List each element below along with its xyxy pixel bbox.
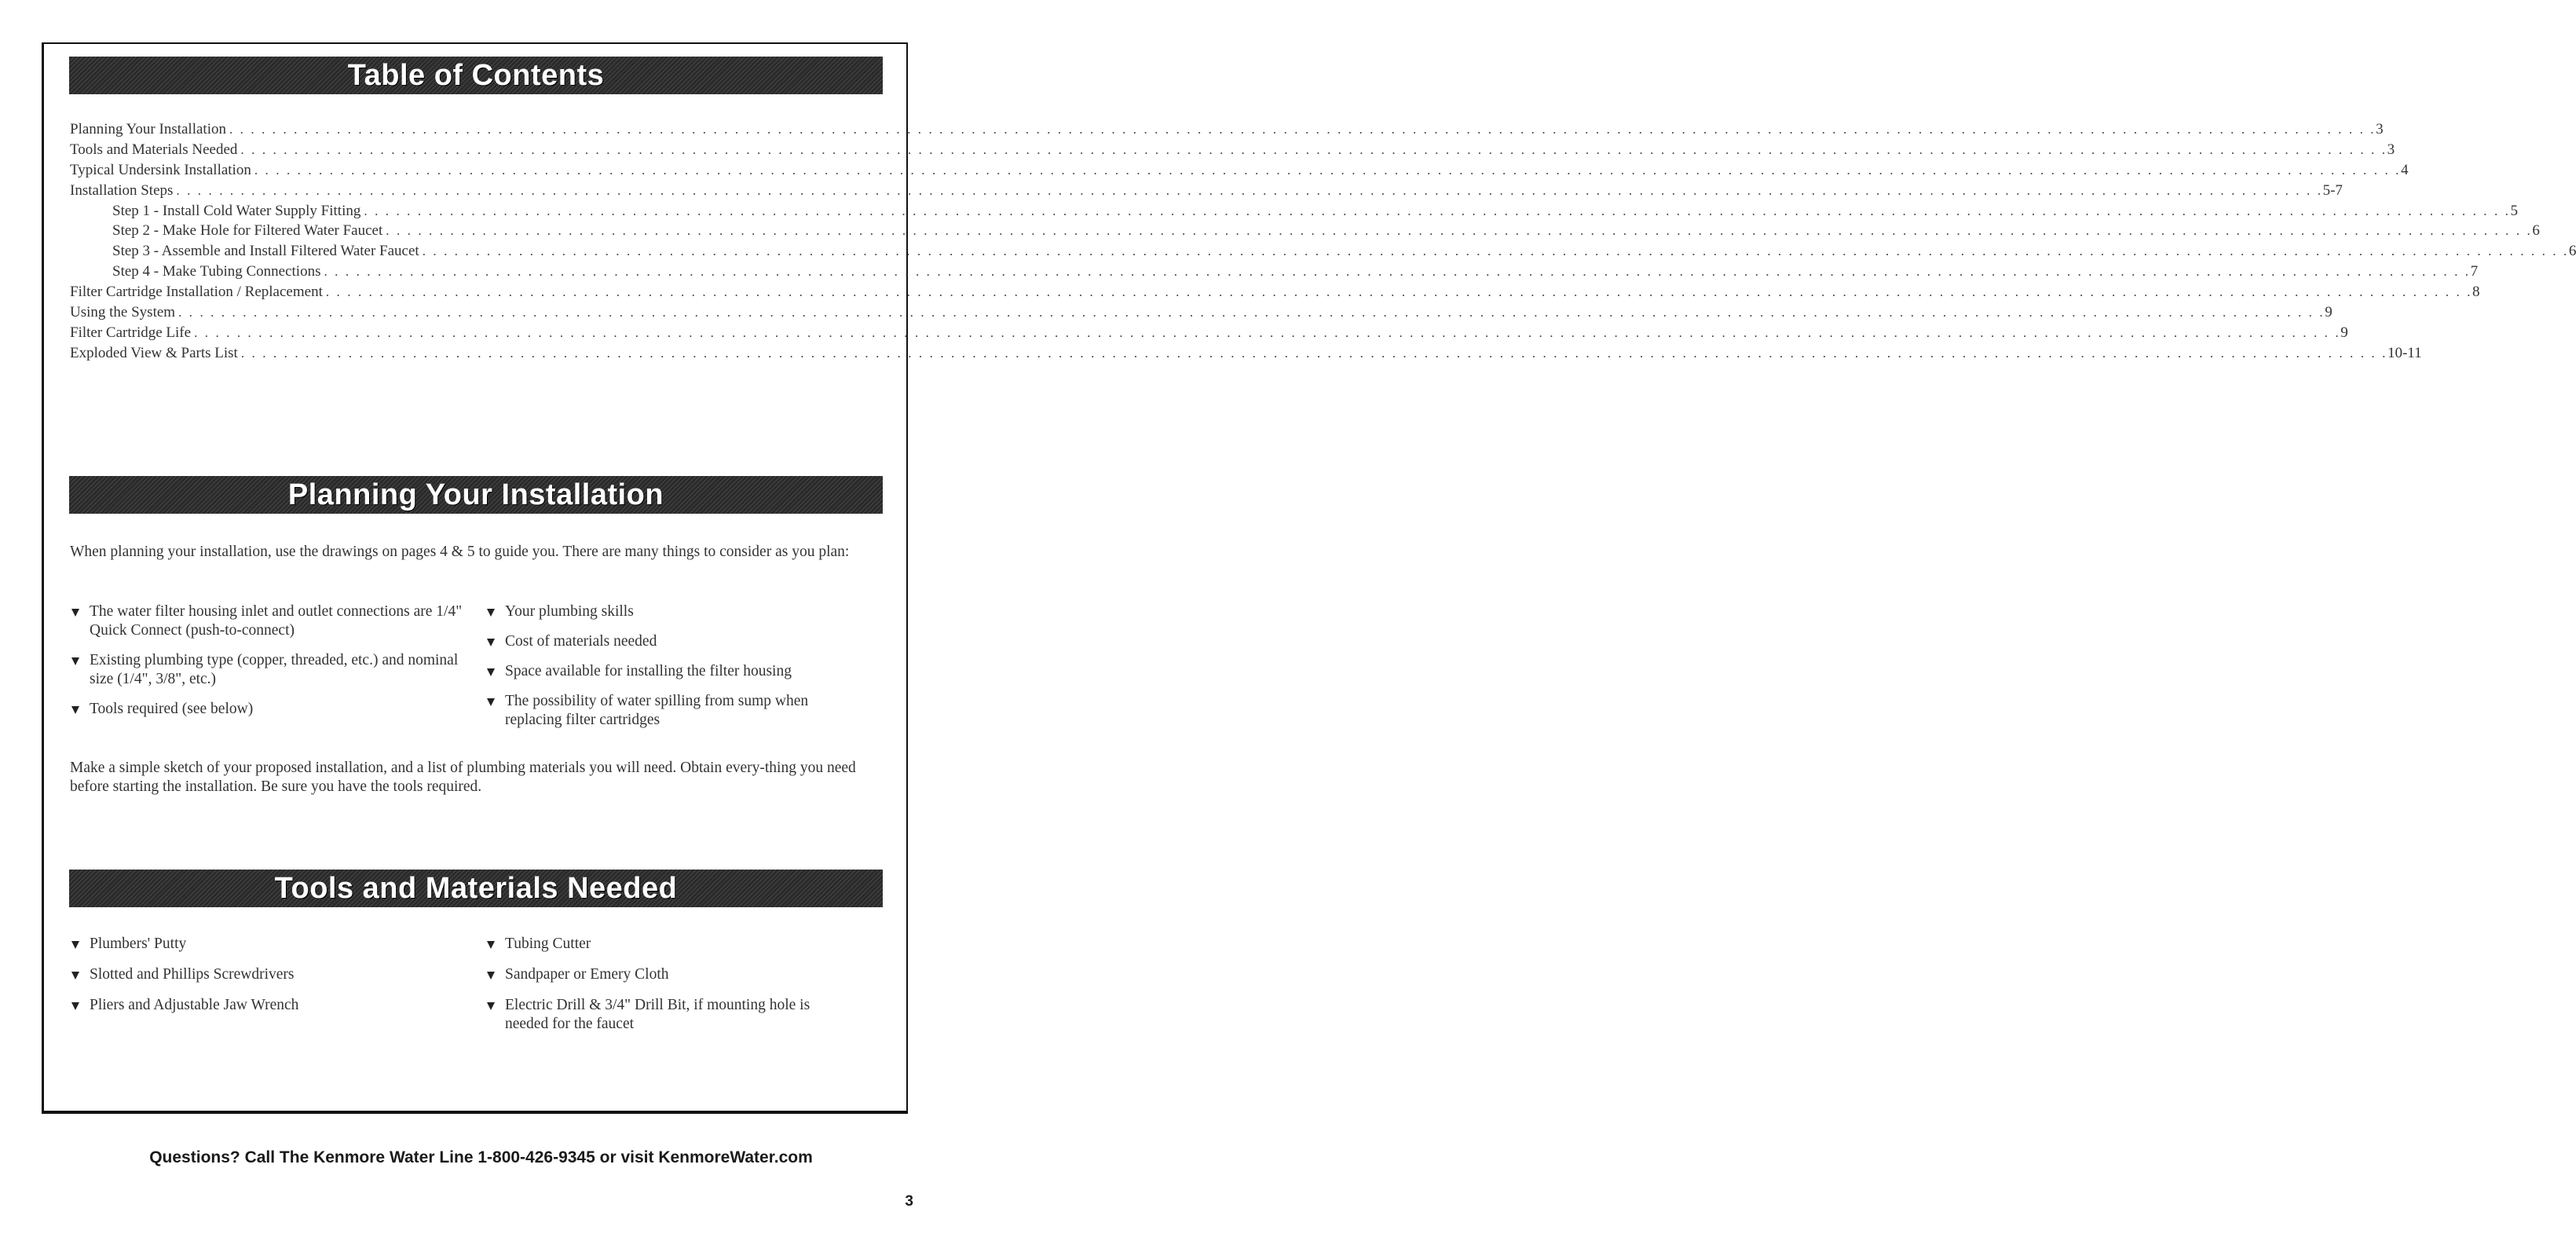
toc-entry-page: 6 <box>2532 222 2540 240</box>
tools-heading: Tools and Materials Needed <box>274 872 678 905</box>
toc-dot-leader: . . . . . . . . . . . . . . . . . . . . . . . . . . . . . . . . . . . . . . . . . . . . . . . . . . . . . . . . . . . . . . . . . . . . . . . . . . . . . . . . . . . . . . . . . . . . . . . . . . . . . . . . . . . . . . . . . . . . . . . . . . . . . . . . . . . . . . . . . . . . . . . . . . . . . . . . . . . . . . . . . . . . . . . . . . . . . . . . . . . . . . . . . . . . . . . . . . . . . . . . <box>325 284 2473 300</box>
bullet-item <box>70 651 463 689</box>
toc-entry <box>70 262 2479 282</box>
toc-dot-leader: . . . . . . . . . . . . . . . . . . . . . . . . . . . . . . . . . . . . . . . . . . . . . . . . . . . . . . . . . . . . . . . . . . . . . . . . . . . . . . . . . . . . . . . . . . . . . . . . . . . . . . . . . . . . . . . . . . . . . . . . . . . . . . . . . . . . . . . . . . . . . . . . . . . . . . . . . . . . . . . . . . . . . . . . . . . . . . . . . . . . . . . . . . . . . . . . . . . . . . . . <box>422 244 2569 259</box>
triangle-bullet-icon <box>487 639 495 646</box>
toc-entry-page: 3 <box>2376 121 2384 137</box>
tools-left-list <box>70 935 463 1027</box>
triangle-bullet-icon <box>71 941 79 949</box>
triangle-bullet-icon <box>71 609 79 617</box>
bullet-text: Sandpaper or Emery Cloth <box>505 966 669 983</box>
toc-entry <box>70 119 2384 140</box>
toc-entry-title: Step 4 - Make Tubing Connections <box>112 263 321 280</box>
toc-dot-leader: . . . . . . . . . . . . . . . . . . . . . . . . . . . . . . . . . . . . . . . . . . . . . . . . . . . . . . . . . . . . . . . . . . . . . . . . . . . . . . . . . . . . . . . . . . . . . . . . . . . . . . . . . . . . . . . . . . . . . . . . . . . . . . . . . . . . . . . . . . . . . . . . . . . . . . . . . . . . . . . . . . . . . . . . . . . . . . . . . . . . . . . . . . . . . . . . . . . . . . . . <box>229 122 2377 137</box>
toc-entry-title: Using the System <box>70 304 176 321</box>
toc-entry-page: 7 <box>2470 263 2479 280</box>
bullet-item <box>485 935 854 954</box>
triangle-bullet-icon <box>71 1002 79 1010</box>
toc-heading-banner <box>69 57 883 94</box>
toc-entry-page: 4 <box>2401 161 2409 178</box>
bullet-item <box>70 996 463 1015</box>
planning-closing: Make a simple sketch of your proposed installation, and a list of plumbing materials you will need. Obtain every-thing you need before starting the installation. Be sure you have the tools required. <box>70 760 856 795</box>
planning-intro: When planning your installation, use the drawings on pages 4 & 5 to guide you. There are many things to consider as you plan: <box>70 544 850 560</box>
toc-entry <box>70 140 2395 160</box>
toc-entry-title: Step 1 - Install Cold Water Supply Fitting <box>112 202 361 219</box>
toc-dot-leader: . . . . . . . . . . . . . . . . . . . . . . . . . . . . . . . . . . . . . . . . . . . . . . . . . . . . . . . . . . . . . . . . . . . . . . . . . . . . . . . . . . . . . . . . . . . . . . . . . . . . . . . . . . . . . . . . . . . . . . . . . . . . . . . . . . . . . . . . . . . . . . . . . . . . . . . . . . . . . . . . . . . . . . . . . . . . . . . . . . . . . . . . . . . . . . . . . . . . . . . . <box>364 203 2511 218</box>
triangle-bullet-icon <box>487 941 495 949</box>
bullet-text: Existing plumbing type (copper, threaded, etc.) and nominal size (1/4", 3/8", etc.) <box>90 652 459 687</box>
bullet-item <box>70 935 463 954</box>
footer-contact-line: Questions? Call The Kenmore Water Line 1-800-426-9345 or visit KenmoreWater.com <box>149 1148 813 1166</box>
bullet-item <box>70 602 463 640</box>
toc-entry <box>70 241 2576 262</box>
bullet-item <box>70 965 463 984</box>
planning-heading-banner <box>69 476 883 514</box>
planning-left-list <box>70 602 463 730</box>
toc-entry-page: 3 <box>2387 141 2395 158</box>
toc-entry-page: 5-7 <box>2322 181 2343 199</box>
bullet-item <box>485 996 854 1034</box>
bullet-item <box>485 692 854 730</box>
toc-entry-title: Step 2 - Make Hole for Filtered Water Faucet <box>112 222 383 240</box>
triangle-bullet-icon <box>487 972 495 980</box>
toc-entry-page: 9 <box>2325 304 2333 321</box>
toc-list <box>70 119 2576 364</box>
triangle-bullet-icon <box>71 657 79 665</box>
triangle-bullet-icon <box>487 1002 495 1010</box>
triangle-bullet-icon <box>71 972 79 980</box>
toc-dot-leader: . . . . . . . . . . . . . . . . . . . . . . . . . . . . . . . . . . . . . . . . . . . . . . . . . . . . . . . . . . . . . . . . . . . . . . . . . . . . . . . . . . . . . . . . . . . . . . . . . . . . . . . . . . . . . . . . . . . . . . . . . . . . . . . . . . . . . . . . . . . . . . . . . . . . . . . . . . . . . . . . . . . . . . . . . . . . . . . . . . . . . . . . . . . . . . . . . . . . . . . . <box>194 324 2341 340</box>
planning-heading: Planning Your Installation <box>287 478 664 511</box>
bullet-text: Slotted and Phillips Screwdrivers <box>90 966 295 983</box>
toc-entry <box>70 343 2422 364</box>
toc-entry-title: Typical Undersink Installation <box>70 161 251 178</box>
bullet-item <box>70 700 463 719</box>
toc-dot-leader: . . . . . . . . . . . . . . . . . . . . . . . . . . . . . . . . . . . . . . . . . . . . . . . . . . . . . . . . . . . . . . . . . . . . . . . . . . . . . . . . . . . . . . . . . . . . . . . . . . . . . . . . . . . . . . . . . . . . . . . . . . . . . . . . . . . . . . . . . . . . . . . . . . . . . . . . . . . . . . . . . . . . . . . . . . . . . . . . . . . . . . . . . . . . . . . . . . . . . . . . <box>254 162 2401 178</box>
tools-heading-banner <box>69 870 883 907</box>
toc-dot-leader: . . . . . . . . . . . . . . . . . . . . . . . . . . . . . . . . . . . . . . . . . . . . . . . . . . . . . . . . . . . . . . . . . . . . . . . . . . . . . . . . . . . . . . . . . . . . . . . . . . . . . . . . . . . . . . . . . . . . . . . . . . . . . . . . . . . . . . . . . . . . . . . . . . . . . . . . . . . . . . . . . . . . . . . . . . . . . . . . . . . . . . . . . . . . . . . . . . . . . . . . <box>240 345 2388 361</box>
bullet-text: Space available for installing the filter housing <box>505 663 792 679</box>
toc-dot-leader: . . . . . . . . . . . . . . . . . . . . . . . . . . . . . . . . . . . . . . . . . . . . . . . . . . . . . . . . . . . . . . . . . . . . . . . . . . . . . . . . . . . . . . . . . . . . . . . . . . . . . . . . . . . . . . . . . . . . . . . . . . . . . . . . . . . . . . . . . . . . . . . . . . . . . . . . . . . . . . . . . . . . . . . . . . . . . . . . . . . . . . . . . . . . . . . . . . . . . . . . <box>324 264 2471 280</box>
toc-dot-leader: . . . . . . . . . . . . . . . . . . . . . . . . . . . . . . . . . . . . . . . . . . . . . . . . . . . . . . . . . . . . . . . . . . . . . . . . . . . . . . . . . . . . . . . . . . . . . . . . . . . . . . . . . . . . . . . . . . . . . . . . . . . . . . . . . . . . . . . . . . . . . . . . . . . . . . . . . . . . . . . . . . . . . . . . . . . . . . . . . . . . . . . . . . . . . . . . . . . . . . . . <box>178 305 2325 320</box>
toc-entry <box>70 323 2348 343</box>
bullet-text: Tools required (see below) <box>90 701 254 717</box>
planning-right-list <box>485 602 854 741</box>
bullet-text: Cost of materials needed <box>505 633 657 650</box>
bullet-text: The water filter housing inlet and outlet connections are 1/4" Quick Connect (push-to-connect) <box>90 603 463 639</box>
toc-entry-page: 5 <box>2510 202 2519 219</box>
toc-entry-title: Tools and Materials Needed <box>70 141 238 158</box>
bullet-text: Plumbers' Putty <box>90 936 187 952</box>
toc-entry-title: Filter Cartridge Life <box>70 324 192 341</box>
toc-entry-title: Exploded View & Parts List <box>70 344 238 361</box>
bullet-item <box>485 632 854 651</box>
bullet-text: The possibility of water spilling from sump when replacing filter cartridges <box>505 693 809 728</box>
toc-entry-title: Planning Your Installation <box>70 121 226 137</box>
bullet-text: Tubing Cutter <box>505 936 591 952</box>
toc-entry-title: Filter Cartridge Installation / Replacement <box>70 284 323 301</box>
toc-entry <box>70 302 2333 323</box>
toc-entry <box>70 160 2409 181</box>
toc-entry <box>70 221 2540 241</box>
toc-dot-leader: . . . . . . . . . . . . . . . . . . . . . . . . . . . . . . . . . . . . . . . . . . . . . . . . . . . . . . . . . . . . . . . . . . . . . . . . . . . . . . . . . . . . . . . . . . . . . . . . . . . . . . . . . . . . . . . . . . . . . . . . . . . . . . . . . . . . . . . . . . . . . . . . . . . . . . . . . . . . . . . . . . . . . . . . . . . . . . . . . . . . . . . . . . . . . . . . . . . . . . . . <box>240 141 2388 157</box>
triangle-bullet-icon <box>487 668 495 676</box>
toc-entry <box>70 282 2480 302</box>
toc-entry <box>70 201 2519 222</box>
bullet-item <box>485 602 854 621</box>
bullet-text: Electric Drill & 3/4" Drill Bit, if mounting hole is needed for the faucet <box>505 997 810 1032</box>
toc-entry-page: 9 <box>2340 324 2348 341</box>
bullet-item <box>485 662 854 681</box>
toc-heading: Table of Contents <box>347 59 605 92</box>
page-number: 3 <box>905 1193 913 1210</box>
bullet-item <box>485 965 854 984</box>
toc-entry-page: 8 <box>2472 284 2480 301</box>
toc-entry-page: 10-11 <box>2387 344 2422 361</box>
toc-entry-page: 6 <box>2568 243 2576 260</box>
toc-dot-leader: . . . . . . . . . . . . . . . . . . . . . . . . . . . . . . . . . . . . . . . . . . . . . . . . . . . . . . . . . . . . . . . . . . . . . . . . . . . . . . . . . . . . . . . . . . . . . . . . . . . . . . . . . . . . . . . . . . . . . . . . . . . . . . . . . . . . . . . . . . . . . . . . . . . . . . . . . . . . . . . . . . . . . . . . . . . . . . . . . . . . . . . . . . . . . . . . . . . . . . . . <box>176 182 2323 198</box>
toc-dot-leader: . . . . . . . . . . . . . . . . . . . . . . . . . . . . . . . . . . . . . . . . . . . . . . . . . . . . . . . . . . . . . . . . . . . . . . . . . . . . . . . . . . . . . . . . . . . . . . . . . . . . . . . . . . . . . . . . . . . . . . . . . . . . . . . . . . . . . . . . . . . . . . . . . . . . . . . . . . . . . . . . . . . . . . . . . . . . . . . . . . . . . . . . . . . . . . . . . . . . . . . . <box>386 223 2533 239</box>
bullet-text: Your plumbing skills <box>505 603 634 620</box>
triangle-bullet-icon <box>487 698 495 706</box>
triangle-bullet-icon <box>71 706 79 714</box>
triangle-bullet-icon <box>487 609 495 617</box>
tools-right-list <box>485 935 854 1045</box>
toc-entry-title: Step 3 - Assemble and Install Filtered Water Faucet <box>112 243 419 260</box>
toc-entry-title: Installation Steps <box>70 181 174 199</box>
toc-entry <box>70 181 2343 201</box>
bullet-text: Pliers and Adjustable Jaw Wrench <box>90 997 299 1013</box>
